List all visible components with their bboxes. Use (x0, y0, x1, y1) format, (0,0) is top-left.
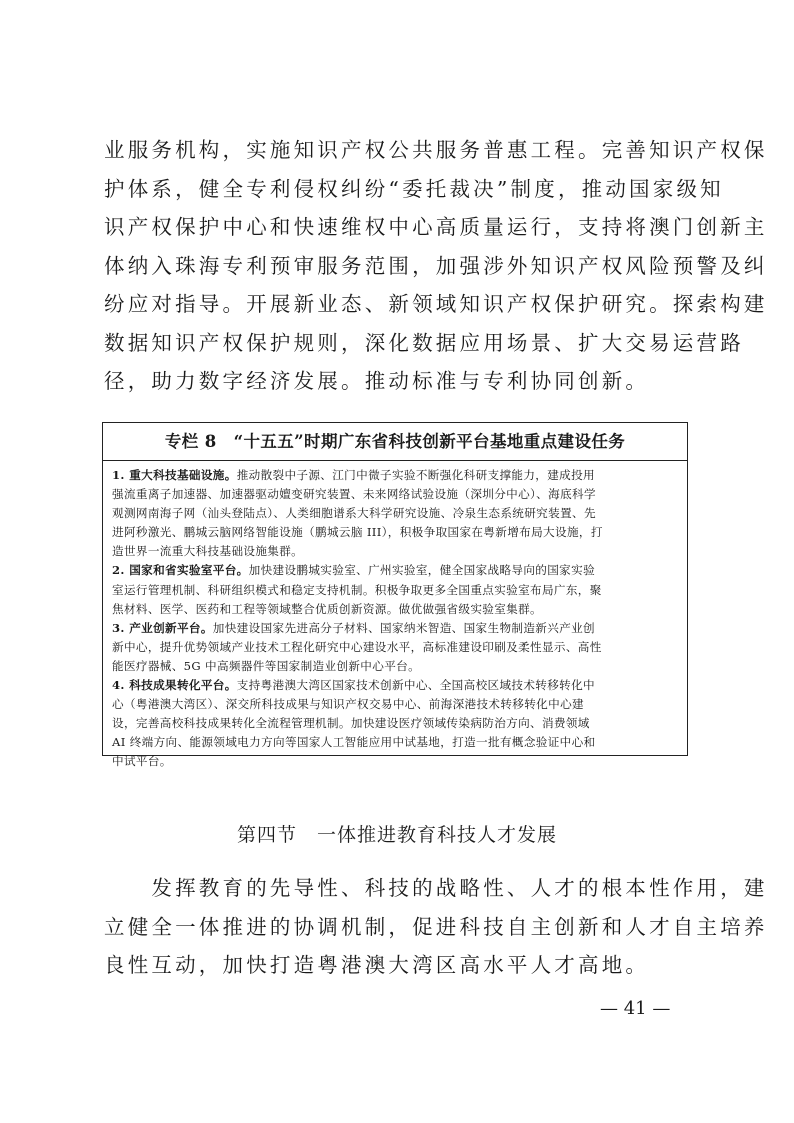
box-title: 专栏 8 “十五五”时期广东省科技创新平台基地重点建设任务 (103, 423, 687, 461)
box-item (112, 561, 681, 618)
item-line: 新中心，提升优势领域产业技术工程化研究中心建设水平，高标准建设印刷及柔性显示、高性 (112, 639, 602, 654)
item-line: 进阿秒激光、鹏城云脑网络智能设施（鹏城云脑 III），积极争取国家在粤新增布局大设施，打 (112, 525, 603, 540)
box-item (112, 619, 681, 676)
box-item (112, 676, 681, 771)
item-line (112, 676, 681, 695)
paragraph-line: 数据知识产权保护规则，深化数据应用场景、扩大交易运营路 (104, 330, 744, 355)
body-paragraph-1 (104, 131, 768, 401)
item-line: 强流重离子加速器、加速器驱动嬗变研究装置、未来网络试验设施（深圳分中心）、海底科学 (112, 487, 596, 502)
section-title: 第四节 一体推进教育科技人才发展 (236, 824, 557, 846)
item-text: 加快建设国家先进高分子材料、国家纳米智造、国家生物制造新兴产业创 (212, 620, 595, 635)
paragraph-line: 护体系，健全专利侵权纠纷“委托裁决”制度，推动国家级知 (104, 176, 724, 201)
item-line: 中试平台。 (112, 754, 172, 769)
item-line: 心（粤港澳大湾区）、深交所科技成果与知识产权交易中心、前海深港技术转移转化中心建 (112, 697, 584, 712)
page-number: — 41 — (600, 998, 671, 1019)
paragraph-line: 业服务机构，实施知识产权公共服务普惠工程。完善知识产权保 (104, 138, 768, 162)
item-text: 支持粤港澳大湾区国家技术创新中心、全国高校区域技术转移转化中 (236, 678, 596, 693)
item-line: AI 终端方向、能源领域电力方向等国家人工智能应用中试基地，打造一批有概念验证中心和 (112, 735, 596, 750)
item-line: 造世界一流重大科技基础设施集群。 (112, 544, 304, 559)
item-line (112, 619, 681, 638)
item-heading: 4. 科技成果转化平台。 (112, 678, 237, 693)
item-line: 焦材料、医学、医药和工程等领域整合优质创新资源。做优做强省级实验室集群。 (112, 601, 542, 616)
paragraph-line: 纷应对指导。开展新业态、新领域知识产权保护研究。探索构建 (104, 292, 768, 316)
paragraph-line: 体纳入珠海专利预审服务范围，加强涉外知识产权风险预警及纠 (104, 253, 768, 278)
item-line: 观测网南海子网（汕头登陆点）、人类细胞谱系大科学研究设施、冷泉生态系统研究装置、先 (112, 506, 596, 521)
item-text: 加快建设鹏城实验室、广州实验室，健全国家战略导向的国家实验 (248, 563, 596, 578)
paragraph-line: 发挥教育的先导性、科技的战略性、人才的根本性作用，建 (104, 876, 768, 900)
item-heading: 1. 重大科技基础设施。 (112, 468, 237, 482)
paragraph-line: 径，助力数字经济发展。推动标准与专利协同创新。 (104, 369, 650, 393)
item-line (112, 561, 681, 580)
item-heading: 3. 产业创新平台。 (112, 620, 213, 635)
special-column-box (102, 422, 688, 769)
box-body (103, 461, 687, 772)
body-paragraph-2 (104, 869, 768, 985)
box-item (112, 466, 681, 561)
item-heading: 2. 国家和省实验室平台。 (112, 563, 249, 578)
paragraph-line: 识产权保护中心和快速维权中心高质量运行，支持将澳门创新主 (104, 215, 768, 239)
item-line: 室运行管理机制、科研组织模式和稳定支持机制。积极争取更多全国重点实验室布局广东，聚 (112, 582, 602, 597)
item-text: 推动散裂中子源、江门中微子实验不断强化科研支撑能力，建成投用 (236, 468, 596, 482)
paragraph-line: 立健全一体推进的协调机制，促进科技自主创新和人才自主培养 (104, 914, 768, 939)
item-line: 设，完善高校科技成果转化全流程管理机制。加快建设医疗领域传染病防治方向、消费领域 (112, 716, 590, 731)
item-line: 能医疗器械、5G 中高频器件等国家制造业创新中心平台。 (112, 658, 421, 673)
paragraph-line: 良性互动，加快打造粤港澳大湾区高水平人才高地。 (104, 953, 650, 977)
item-line (112, 466, 681, 485)
